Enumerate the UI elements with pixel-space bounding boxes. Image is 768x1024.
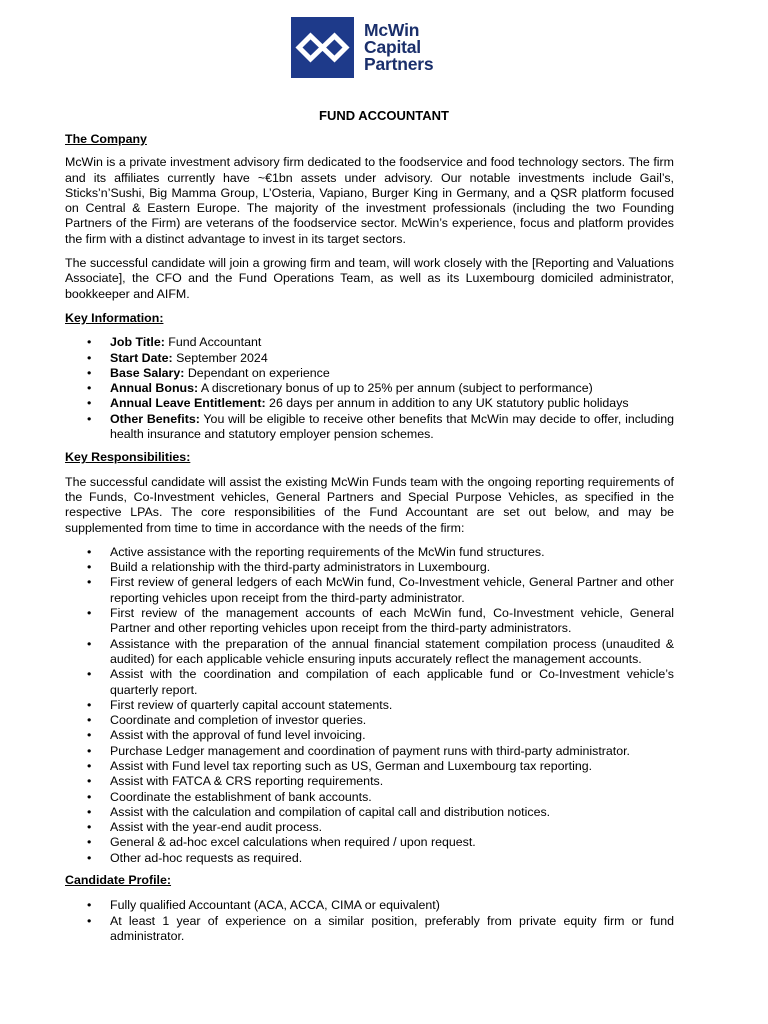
company-logo (291, 17, 461, 79)
info-value: Dependant on experience (184, 365, 330, 380)
bullet-icon: • (87, 381, 92, 396)
bullet-icon: • (87, 758, 92, 773)
bullet-icon: • (87, 820, 92, 835)
bullet-icon: • (87, 411, 92, 426)
key-responsibilities-list (65, 545, 674, 866)
bullet-icon: • (87, 350, 92, 365)
responsibility-item (65, 667, 674, 698)
key-responsibilities-intro: The successful candidate will assist the existing McWin Funds team with the ongoing reporting requirements of the Funds, Co-Investment vehicles, General Partners and Special Purpose Vehicles, as specified in the respective LPAs. The core responsibilities of the Fund Accountant are set out below, and may be supplemented from time to time in accordance with the needs of the firm: (65, 474, 674, 535)
responsibility-item (65, 774, 674, 789)
responsibility-item (65, 606, 674, 637)
key-information-list (65, 335, 674, 442)
candidate-profile-text: At least 1 year of experience on a similar position, preferably from private equity firm or fund administrator. (110, 913, 674, 943)
responsibility-text: First review of quarterly capital account statements. (110, 697, 393, 712)
bullet-icon: • (87, 913, 92, 928)
responsibility-text: Assist with the approval of fund level invoicing. (110, 728, 366, 743)
responsibility-item (65, 744, 674, 759)
responsibility-item (65, 560, 674, 575)
info-value: Fund Accountant (164, 335, 262, 350)
info-label: Start Date: (110, 350, 173, 365)
candidate-profile-item (65, 898, 674, 913)
responsibility-item (65, 851, 674, 866)
key-information-item (65, 381, 674, 396)
logo-line-3: Partners (364, 54, 434, 74)
bullet-icon: • (87, 365, 92, 380)
responsibility-text: Assistance with the preparation of the annual financial statement compilation process (unaudited & audited) for each applicable vehicle ensuring inputs accurately reflect the management accounts. (110, 636, 674, 666)
candidate-profile-text: Fully qualified Accountant (ACA, ACCA, CIMA or equivalent) (110, 898, 440, 913)
key-information-item (65, 366, 674, 381)
responsibility-item (65, 713, 674, 728)
candidate-profile-heading: Candidate Profile: (65, 873, 172, 888)
bullet-icon: • (87, 697, 92, 712)
responsibility-text: Assist with the year-end audit process. (110, 820, 323, 835)
responsibility-text: General & ad-hoc excel calculations when required / upon request. (110, 835, 476, 850)
key-information-item (65, 412, 674, 443)
responsibility-item (65, 820, 674, 835)
bullet-icon: • (87, 575, 92, 590)
bullet-icon: • (87, 396, 92, 411)
responsibility-text: Build a relationship with the third-party administrators in Luxembourg. (110, 560, 491, 575)
info-value: September 2024 (172, 350, 268, 365)
bullet-icon: • (87, 606, 92, 621)
responsibility-item (65, 637, 674, 668)
bullet-icon: • (87, 636, 92, 651)
logo-line-2: Capital (364, 37, 421, 57)
responsibility-item (65, 575, 674, 606)
company-paragraph-2: The successful candidate will join a growing firm and team, will work closely with the [Reporting and Valuations Associate], the CFO and the Fund Operations Team, as well as its Luxembourg domiciled administrator, bookkeeper and AIFM. (65, 256, 674, 301)
candidate-profile-list (65, 898, 674, 944)
responsibility-text: Assist with the coordination and compilation of each applicable fund or Co-Investment vehicle’s quarterly report. (110, 667, 674, 697)
mcwin-logo-icon (291, 17, 354, 78)
key-responsibilities-heading: Key Responsibilities: (65, 450, 191, 465)
info-value: A discretionary bonus of up to 25% per annum (subject to performance) (198, 381, 593, 396)
key-information-item (65, 351, 674, 366)
bullet-icon: • (87, 335, 92, 350)
responsibility-text: First review of the management accounts of each McWin fund, Co-Investment vehicle, General Partner and other reporting vehicles upon receipt from the third-party administrators. (110, 606, 674, 636)
info-label: Base Salary: (110, 365, 185, 380)
info-value: You will be eligible to receive other benefits that McWin may decide to offer, including health insurance and statutory employer pension schemes. (110, 411, 674, 442)
responsibility-item (65, 545, 674, 560)
responsibility-text: Assist with the calculation and compilation of capital call and distribution notices. (110, 804, 551, 819)
responsibility-text: Active assistance with the reporting requirements of the McWin fund structures. (110, 544, 545, 559)
bullet-icon: • (87, 850, 92, 865)
bullet-icon: • (87, 835, 92, 850)
responsibility-text: Assist with FATCA & CRS reporting requirements. (110, 774, 384, 789)
bullet-icon: • (87, 544, 92, 559)
responsibility-text: Other ad-hoc requests as required. (110, 850, 303, 865)
bullet-icon: • (87, 713, 92, 728)
responsibility-text: First review of general ledgers of each McWin fund, Co-Investment vehicle, General Partner and other reporting vehicles upon receipt from the third-party administrator. (110, 575, 674, 605)
key-information-item (65, 396, 674, 411)
bullet-icon: • (87, 743, 92, 758)
bullet-icon: • (87, 774, 92, 789)
company-heading: The Company (65, 132, 147, 146)
responsibility-item (65, 790, 674, 805)
bullet-icon: • (87, 789, 92, 804)
responsibility-text: Coordinate the establishment of bank accounts. (110, 789, 372, 804)
document-body (65, 132, 674, 944)
logo-wordmark (364, 22, 433, 73)
info-label: Annual Bonus: (110, 381, 199, 396)
key-information-heading: Key Information: (65, 310, 164, 325)
bullet-icon: • (87, 560, 92, 575)
logo-line-1: McWin (364, 20, 420, 40)
bullet-icon: • (87, 728, 92, 743)
responsibility-text: Assist with Fund level tax reporting such as US, German and Luxembourg tax reporting. (110, 758, 593, 773)
responsibility-text: Coordinate and completion of investor queries. (110, 713, 367, 728)
info-label: Job Title: (110, 335, 165, 350)
candidate-profile-item (65, 914, 674, 945)
company-paragraph-1: McWin is a private investment advisory firm dedicated to the foodservice and food technology sectors. The firm and its affiliates currently have ~€1bn assets under advisory. Our notable investments include Gail’s, Sticks’n’Sushi, Big Mamma Group, L’Osteria, Vapiano, Burger King in Germany, and a QSR platform focused on Central & Eastern Europe. The majority of the investment professionals (including the two Founding Partners of the Firm) are veterans of the foodservice sector. McWin’s experience, focus and platform provides the firm with a distinct advantage to invest in its target sectors. (65, 155, 674, 246)
info-value: 26 days per annum in addition to any UK statutory public holidays (265, 396, 629, 411)
bullet-icon: • (87, 667, 92, 682)
info-label: Other Benefits: (110, 411, 200, 426)
document-title: FUND ACCOUNTANT (319, 108, 449, 123)
responsibility-item (65, 835, 674, 850)
responsibility-text: Purchase Ledger management and coordination of payment runs with third-party administrator. (110, 743, 631, 758)
responsibility-item (65, 805, 674, 820)
bullet-icon: • (87, 898, 92, 913)
key-information-item (65, 335, 674, 350)
responsibility-item (65, 728, 674, 743)
info-label: Annual Leave Entitlement: (110, 396, 266, 411)
responsibility-item (65, 698, 674, 713)
responsibility-item (65, 759, 674, 774)
bullet-icon: • (87, 804, 92, 819)
